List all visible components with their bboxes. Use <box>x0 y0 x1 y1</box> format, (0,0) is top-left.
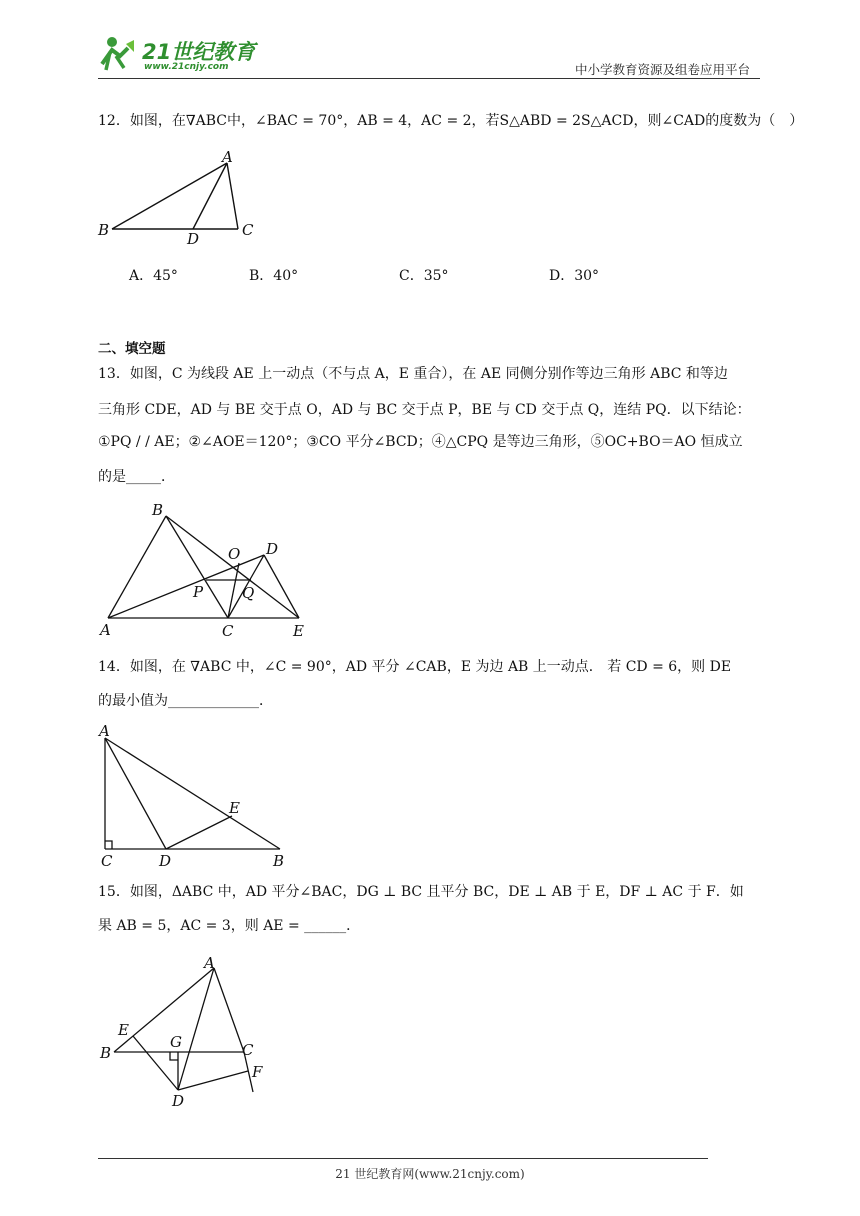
question-13-line-4: 的是_____． <box>98 469 175 485</box>
q13-label-d: D <box>266 540 279 558</box>
question-13-line-1: 13．如图，C 为线段 AE 上一动点（不与点 A，E 重合），在 AE 同侧分别作等边三角形 ABC 和等边 <box>98 366 728 382</box>
q13-label-o: O <box>228 545 241 563</box>
q13-label-e: E <box>293 622 304 640</box>
question-15-line-1: 15．如图，ΔABC 中，AD 平分∠BAC，DG ⊥ BC 且平分 BC，DE ⊥ AB 于 E，DF ⊥ AC 于 F．如 <box>98 884 744 900</box>
site-name: 中小学教育资源及组卷应用平台 <box>575 62 751 77</box>
q15-label-g: G <box>170 1033 182 1051</box>
question-12-text: 12．如图，在∇ABC中，∠BAC = 70°，AB = 4，AC = 2，若S△ABD = 2S△ACD，则∠CAD的度数为（ ） <box>98 113 804 129</box>
q12-label-b: B <box>98 221 110 239</box>
q13-label-b: B <box>152 501 164 519</box>
q13-label-q: Q <box>242 584 255 602</box>
footer-divider <box>98 1158 708 1159</box>
q15-label-f: F <box>252 1063 263 1081</box>
q12-label-d: D <box>187 230 200 248</box>
question-14-line-2: 的最小值为_____________． <box>98 693 273 709</box>
q12-option-c: C．35° <box>399 268 449 284</box>
q12-label-a: A <box>222 148 233 166</box>
question-13-figure <box>96 500 316 645</box>
q14-label-b: B <box>273 852 285 870</box>
site-logo <box>98 34 258 76</box>
q13-label-p: P <box>193 583 204 601</box>
question-15-figure <box>96 950 286 1112</box>
question-14-figure <box>96 720 296 872</box>
q15-label-c: C <box>242 1041 254 1059</box>
question-13-line-2: 三角形 CDE，AD 与 BE 交于点 O，AD 与 BC 交于点 P，BE 与 CD 交于点 Q，连结 PQ．以下结论： <box>98 402 751 418</box>
q14-label-e: E <box>229 799 240 817</box>
q12-label-c: C <box>242 221 254 239</box>
q14-label-a: A <box>99 722 110 740</box>
question-13-line-3: ①PQ / / AE；②∠AOE＝120°；③CO 平分∠BCD；④△CPQ 是等边三角形，⑤OC+BO＝AO 恒成立 <box>98 434 743 450</box>
header-divider <box>98 78 760 79</box>
q12-option-b: B．40° <box>249 268 299 284</box>
q14-label-c: C <box>101 852 113 870</box>
q13-label-a: A <box>100 621 111 639</box>
question-14-line-1: 14．如图，在 ∇ABC 中，∠C = 90°，AD 平分 ∠CAB，E 为边 AB 上一动点． 若 CD = 6，则 DE <box>98 659 732 675</box>
q12-option-a: A．45° <box>129 268 178 284</box>
q15-label-e: E <box>118 1021 129 1039</box>
q12-option-d: D．30° <box>549 268 600 284</box>
footer-text: 21 世纪教育网(www.21cnjy.com) <box>335 1167 525 1181</box>
logo-text: 21世纪教育 <box>142 40 256 64</box>
q15-label-a: A <box>204 954 215 972</box>
logo-subtext: www.21cnjy.com <box>144 62 229 72</box>
q15-label-d: D <box>172 1092 185 1110</box>
q13-label-c: C <box>222 622 234 640</box>
question-12-figure <box>96 148 266 248</box>
question-15-line-2: 果 AB = 5，AC = 3，则 AE = ______． <box>98 918 361 934</box>
q15-label-b: B <box>100 1044 112 1062</box>
section-title: 二、填空题 <box>98 341 166 357</box>
q14-label-d: D <box>159 852 172 870</box>
